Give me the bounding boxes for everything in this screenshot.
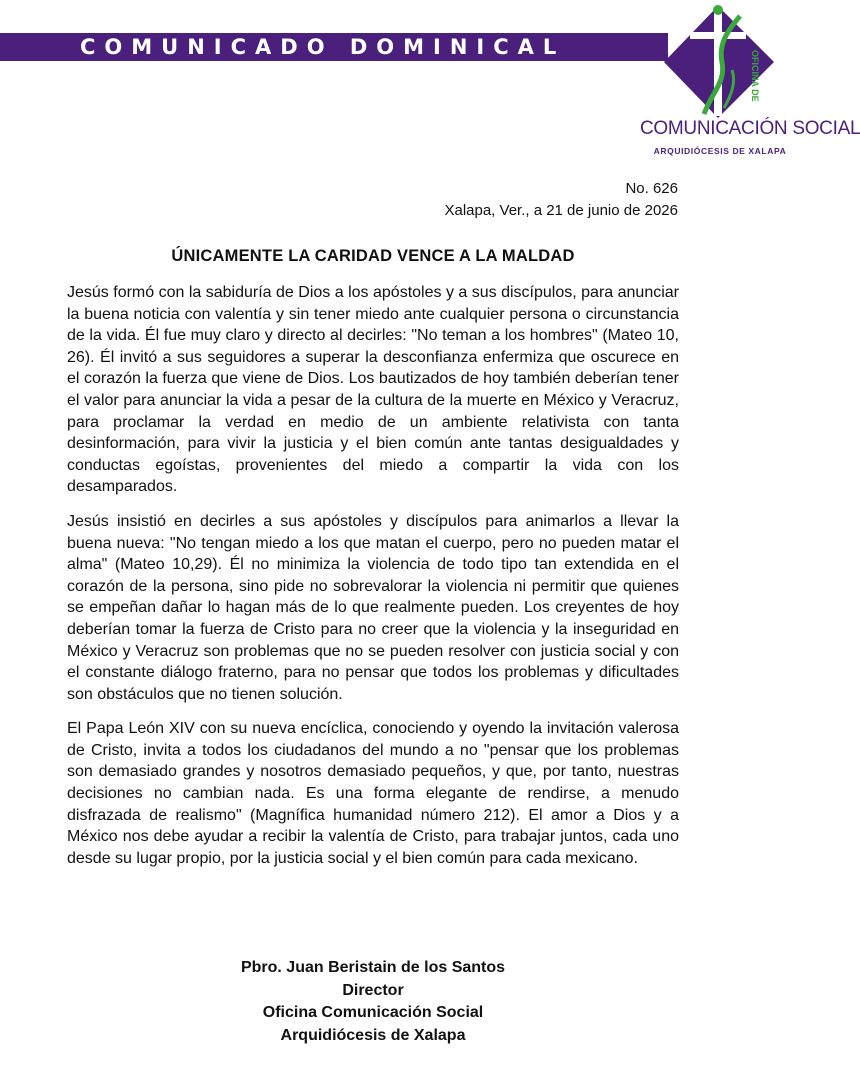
header-band [0,33,668,61]
paragraph-3: El Papa León XIV con su nueva encíclica, conociendo y oyendo la invitación valerosa de Cristo, invita a todos los ciudadanos del mundo a no "pensar que los problemas son demasiado grandes y nosotros demasiado pequeños, y que, por tanto, nuestras decisiones no cambian nada. Es una forma elegante de rendirse, a menudo disfrazada de realismo" (Magnífica humanidad número 212). El amor a Dios y a México nos debe ayudar a recibir la valentía de Cristo, para trabajar juntos, cada uno desde su lugar propio, por la justicia social y el bien común para cada mexicano. [67,720,679,867]
document-title: ÚNICAMENTE LA CARIDAD VENCE A LA MALDAD [171,247,575,265]
signature-org: Arquidiócesis de Xalapa [280,1026,466,1044]
signature-role: Director [342,981,404,999]
logo-office-name: COMUNICACIÓN SOCIAL [640,118,860,139]
signature-office: Oficina Comunicación Social [262,1004,484,1021]
paragraph-1: Jesús formó con la sabiduría de Dios a los apóstoles y a sus discípulos, para anunciar la buena noticia con valentía y sin tener miedo ante cualquier persona o circunstancia de la vida. Él fue muy claro y directo al decirles: "No teman a los hombres" (Mateo 10, 26). Él invitó a sus seguidores a superar la desconfianza enfermiza que oscurece en el corazón la fuerza que viene de Dios. Los bautizados de hoy también deberían tener el valor para anunciar la vida a pesar de la cultura de la muerte en México y Veracruz, para proclamar la verdad en medio de un ambiente relativista con tanta desinformación, para vivir la justicia y el bien común ante tantas desigualdades y conductas egoístas, provenientes del miedo a compartir la vida con los desamparados. [67,284,679,496]
svg-text:OFICINA DE: OFICINA DE [750,50,760,102]
signature-block [0,957,746,1047]
document-meta [444,178,678,222]
office-logo [640,0,860,170]
paragraph-2: Jesús insistió en decirles a sus apóstoles y discípulos para animarlos a llevar la buena nueva: "No tengan miedo a los que matan el cuerpo, pero no pueden matar el alma" (Mateo 10,29). Él no minimiza la violencia de todo tipo tan extendida en el corazón de la persona, sino pide no sobrevalorar la violencia ni permitir que quienes se empeñan dañar lo hagan más de lo que realmente pueden. Los creyentes de hoy deberían tomar la fuerza de Cristo para no creer que la violencia y la inseguridad en México y Veracruz son problemas que no se pueden resolver con justicia social y con el constante diálogo fraterno, para no pensar que todos los problemas y dificultades son obstáculos que no tienen solución. [67,512,679,703]
signature-name: Pbro. Juan Beristain de los Santos [240,959,506,976]
place-date: Xalapa, Ver., a 21 de junio de 2026 [444,202,678,219]
logo-archdiocese: ARQUIDIÓCESIS DE XALAPA [653,146,787,156]
header-title: COMUNICADO DOMINICAL [80,35,566,59]
cross-diamond-logo-icon [662,2,780,120]
document-number: No. 626 [625,180,678,197]
document-body [67,282,679,882]
